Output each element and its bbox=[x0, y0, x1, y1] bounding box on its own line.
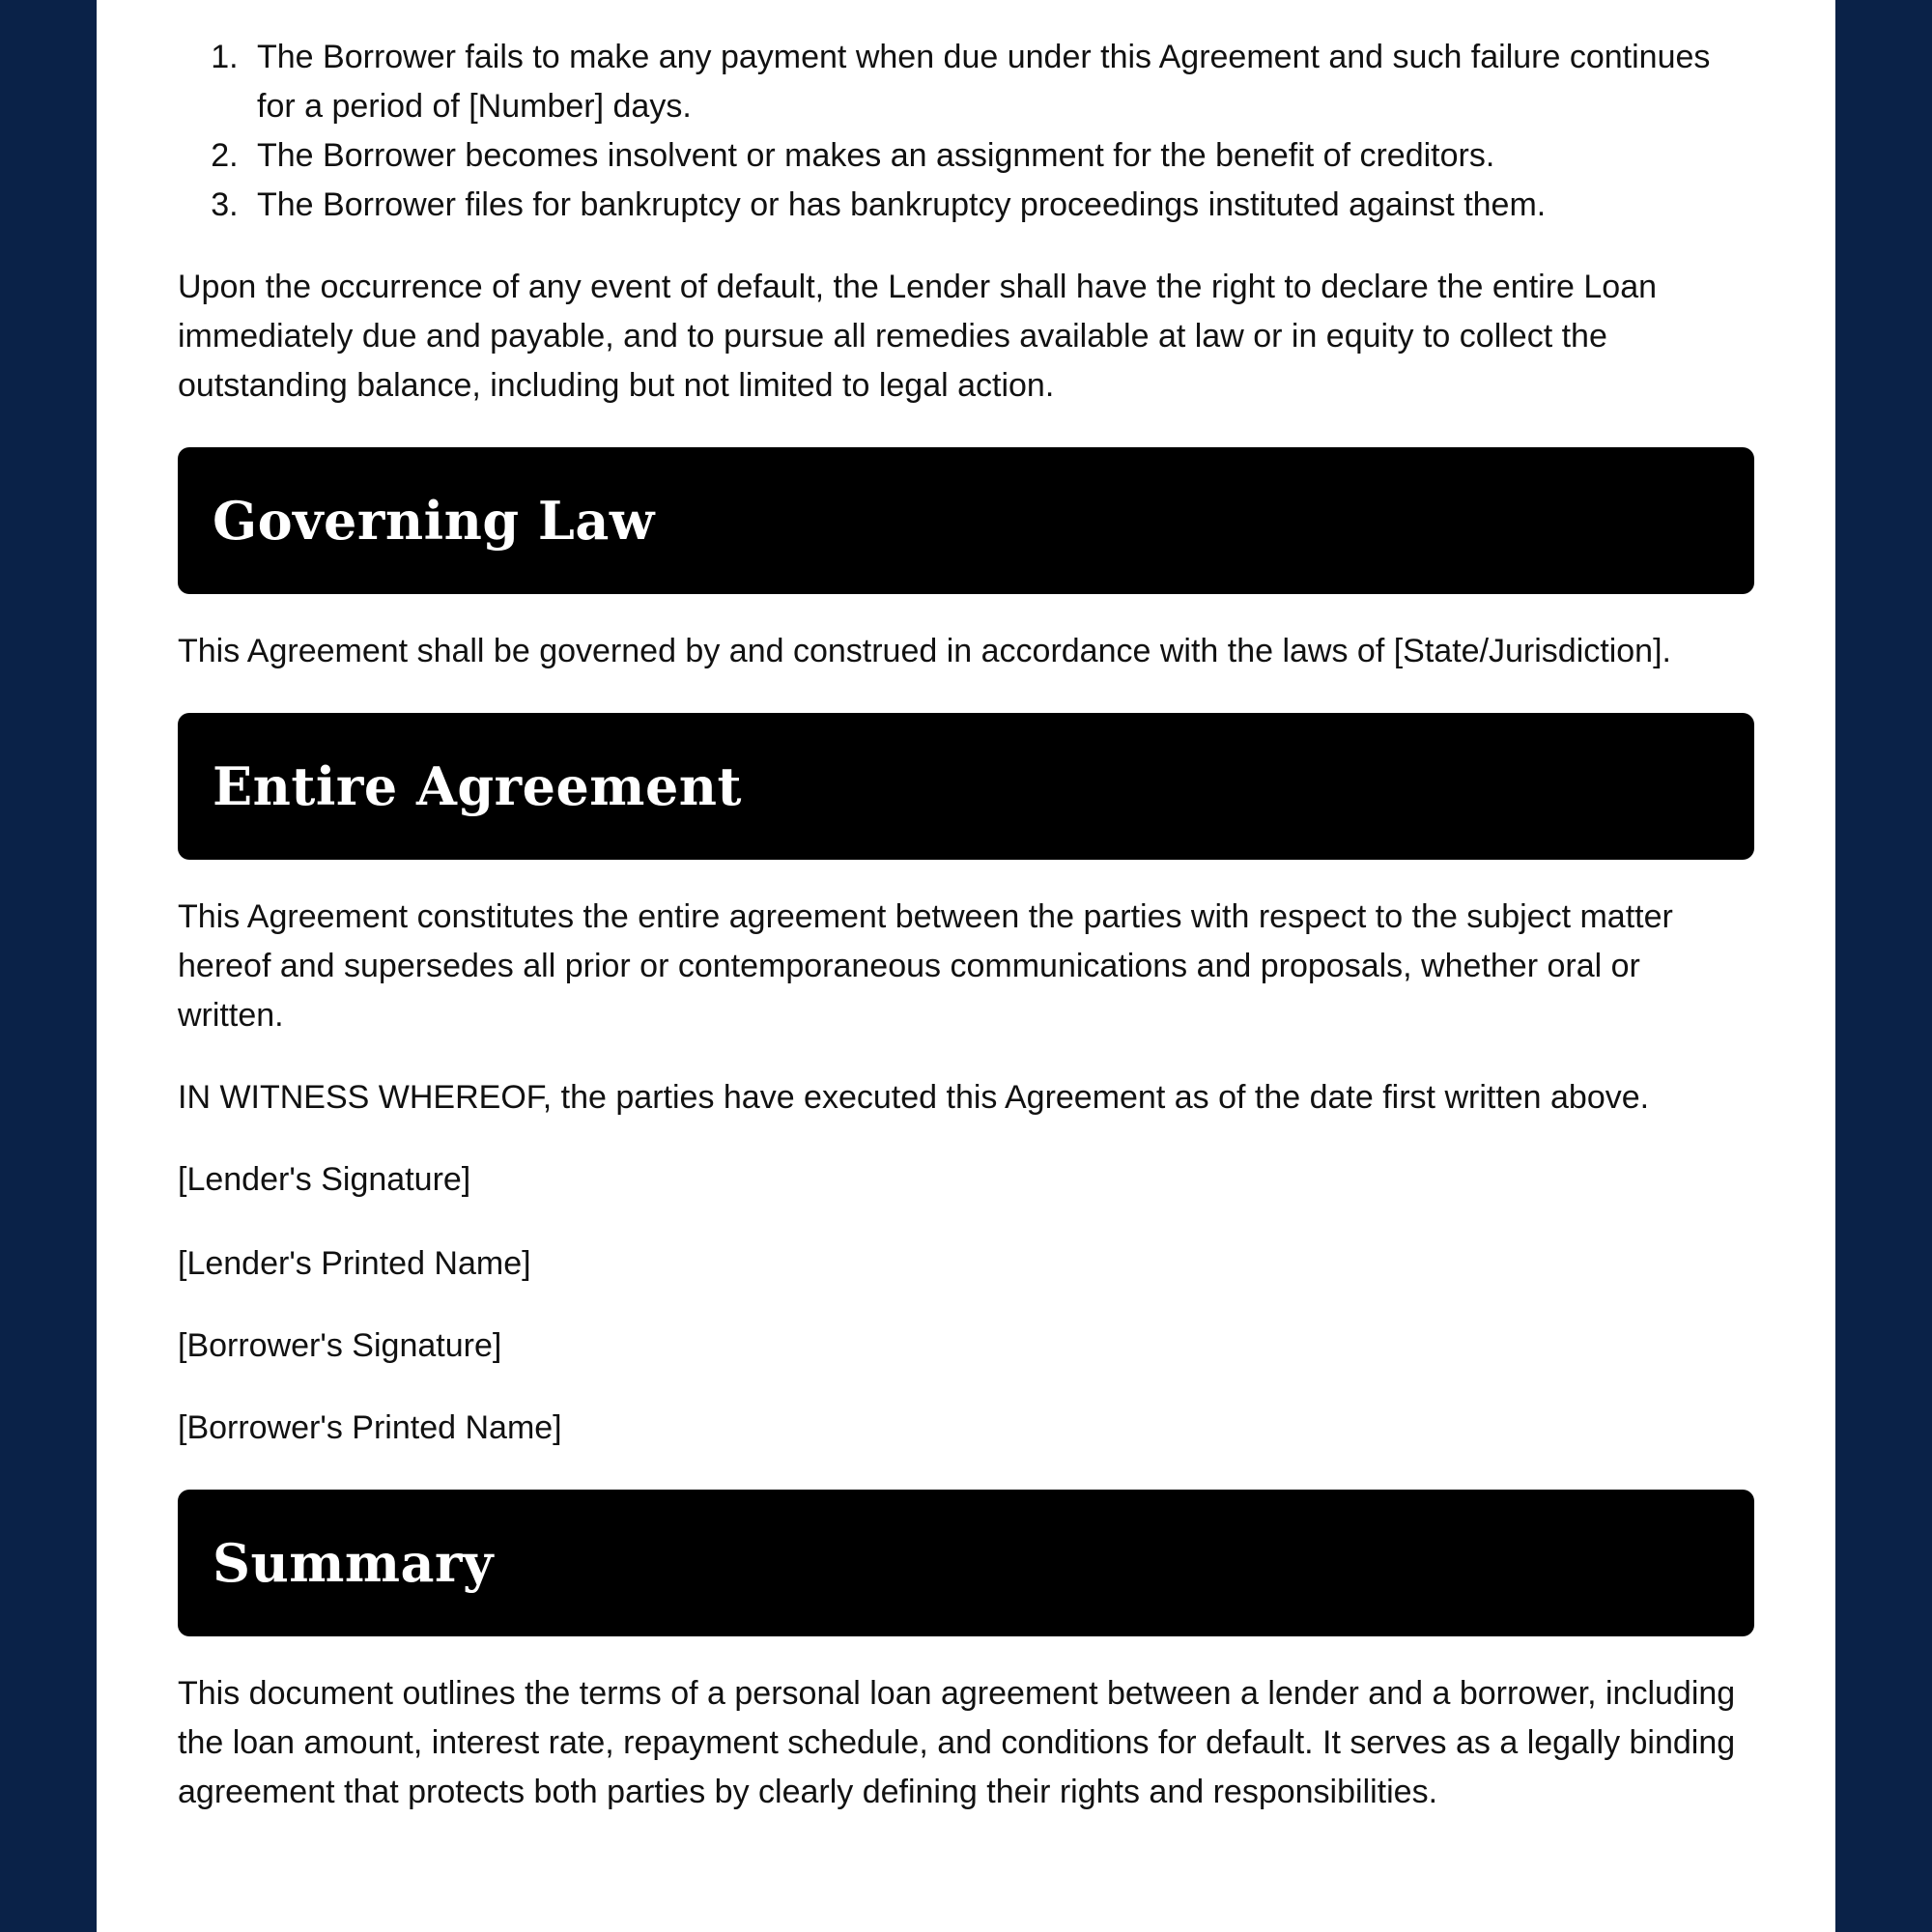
governing-law-paragraph: This Agreement shall be governed by and construed in accordance with the laws of [State/Jurisdiction]. bbox=[178, 633, 1671, 669]
governing-law-header bbox=[178, 447, 1754, 594]
borrower-signature-line: [Borrower's Signature] bbox=[178, 1327, 502, 1364]
lender-signature-line: [Lender's Signature] bbox=[178, 1161, 471, 1198]
section-heading: Entire Agreement bbox=[213, 754, 742, 817]
summary-paragraph: This document outlines the terms of a personal loan agreement between a lender and a borrower, including the loan amount, interest rate, repayment schedule, and conditions for default. It serves as a legally binding agreement that protects both parties by clearly defining their rights and responsibilities. bbox=[178, 1675, 1736, 1810]
list-item: 3. The Borrower files for bankruptcy or has bankruptcy proceedings instituted against them. bbox=[247, 181, 1754, 230]
list-item: 2. The Borrower becomes insolvent or makes an assignment for the benefit of creditors. bbox=[247, 131, 1754, 181]
entire-agreement-paragraph: This Agreement constitutes the entire agreement between the parties with respect to the subject matter hereof and supersedes all prior or contemporaneous communications and proposals, whether oral or written. bbox=[178, 898, 1673, 1034]
lender-printed-name-line: [Lender's Printed Name] bbox=[178, 1245, 531, 1282]
entire-agreement-header bbox=[178, 713, 1754, 860]
default-events-list bbox=[178, 33, 1754, 230]
document-content bbox=[178, 0, 1754, 1817]
borrower-printed-name-line: [Borrower's Printed Name] bbox=[178, 1409, 562, 1446]
document-page bbox=[97, 0, 1835, 1932]
section-heading: Governing Law bbox=[213, 489, 655, 552]
default-remedy-paragraph: Upon the occurrence of any event of default, the Lender shall have the right to declare the entire Loan immediately due and payable, and to pursue all remedies available at law or in equity to collect the outstanding balance, including but not limited to legal action. bbox=[178, 269, 1658, 404]
section-heading: Summary bbox=[213, 1531, 494, 1594]
list-item: 1. The Borrower fails to make any payment when due under this Agreement and such failure continues for a period of [Number] days. bbox=[247, 33, 1754, 131]
summary-header bbox=[178, 1490, 1754, 1636]
witness-paragraph: IN WITNESS WHEREOF, the parties have executed this Agreement as of the date first written above. bbox=[178, 1079, 1650, 1116]
